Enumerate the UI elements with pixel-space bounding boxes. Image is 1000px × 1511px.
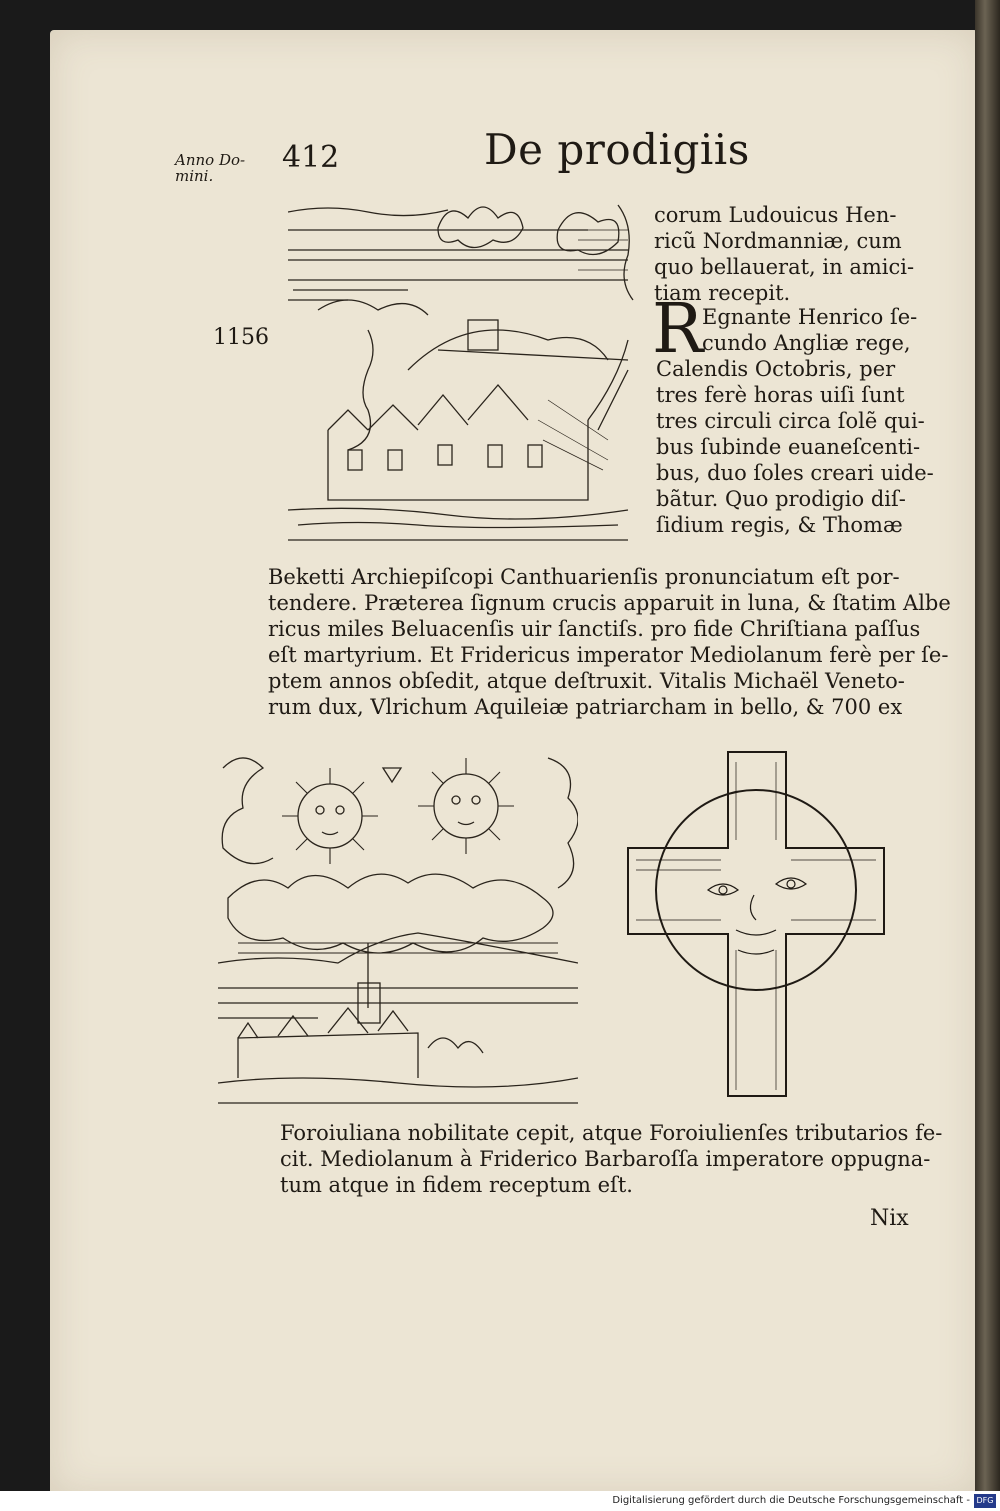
- dfg-logo-badge: DFG: [974, 1494, 996, 1508]
- woodcut-two-suns: [218, 748, 578, 1118]
- text-line: tres circuli circa ſolẽ qui-: [656, 409, 925, 433]
- text-line: tum atque in fidem receptum eſt.: [280, 1173, 633, 1197]
- text-line: rum dux, Vlrichum Aquileiæ patriarcham in bello, & 700 ex: [268, 695, 903, 719]
- text-line: bus ſubinde euaneſcenti-: [656, 435, 921, 459]
- text-line: quo bellauerat, in amici-: [654, 255, 915, 279]
- margin-note-line: mini.: [175, 167, 214, 185]
- text-line: Foroiuliana nobilitate cepit, atque Foroiulienſes tributarios fe-: [280, 1121, 943, 1145]
- paragraph-first-lines: [702, 304, 917, 356]
- text-line: eſt martyrium. Et Fridericus imperator Mediolanum ferè per ſe-: [268, 643, 949, 667]
- text-line: corum Ludouicus Hen-: [654, 203, 897, 227]
- page-number: 412: [282, 140, 340, 175]
- text-line: tiam recepit.: [654, 281, 791, 305]
- text-line: ricũ Nordmanniæ, cum: [654, 229, 902, 253]
- text-line: ptem annos obſedit, atque deſtruxit. Vitalis Michaël Veneto-: [268, 669, 905, 693]
- margin-note-anno-domini: [175, 152, 245, 184]
- text-line: tres ferè horas uiſi ſunt: [656, 383, 905, 407]
- book-spine: [975, 0, 1000, 1511]
- woodcut-city-landscape: [288, 200, 638, 550]
- text-line: Beketti Archiepiſcopi Canthuarienſis pronunciatum eſt por-: [268, 565, 900, 589]
- text-line: cundo Angliæ rege,: [702, 331, 911, 355]
- year-margin-note: 1156: [213, 325, 269, 350]
- text-line: ſidium regis, & Thomæ: [656, 513, 903, 537]
- catchword: Nix: [870, 1206, 909, 1231]
- text-line: tendere. Præterea ſignum crucis apparuit in luna, & ſtatim Albe: [268, 591, 951, 615]
- woodcut-cross-in-moon: [626, 750, 886, 1100]
- text-line: cit. Mediolanum à Friderico Barbaroſſa imperatore oppugna-: [280, 1147, 931, 1171]
- paragraph-full-width: [268, 564, 951, 720]
- dropcap-letter: R: [652, 290, 704, 369]
- text-line: Calendis Octobris, per: [656, 357, 896, 381]
- text-line: ricus miles Beluacenſis uir ſanctiſs. pro fide Chriſtiana paſſus: [268, 617, 921, 641]
- digitization-credit-text: Digitalisierung gefördert durch die Deutsche Forschungsgemeinschaft -: [612, 1495, 970, 1506]
- text-line: Egnante Henrico ſe-: [702, 305, 918, 329]
- digitization-credit-bar: [0, 1491, 1000, 1511]
- text-line: bãtur. Quo prodigio diſ-: [656, 487, 906, 511]
- paragraph-bottom: [280, 1120, 942, 1198]
- margin-note-line: Anno Do-: [175, 151, 246, 169]
- paragraph-right-column: [656, 356, 934, 538]
- text-line: bus, duo ſoles creari uide-: [656, 461, 934, 485]
- running-title: De prodigiis: [484, 125, 750, 174]
